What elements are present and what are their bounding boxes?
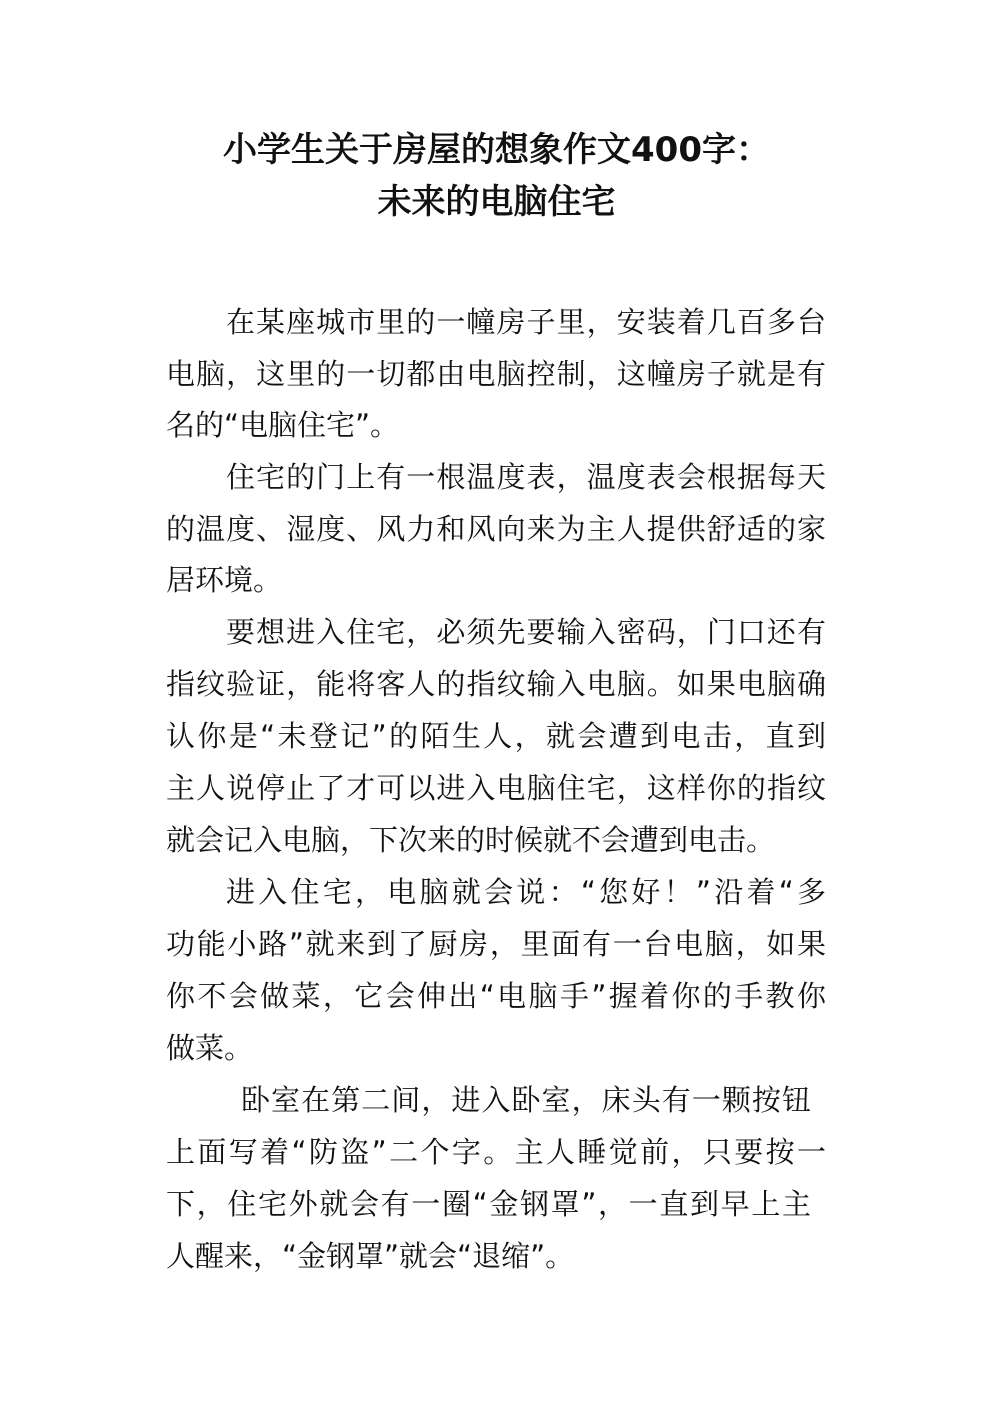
paragraph-5-line: 人醒来，“金钢罩”就会“退缩”。	[166, 1239, 575, 1273]
paragraph-4-line: 做菜。	[166, 1031, 254, 1065]
paragraph-4-line: 你不会做菜，它会伸出“电脑手”握着你的手教你	[166, 979, 826, 1013]
paragraph-2-line: 住宅的门上有一根温度表，温度表会根据每天	[226, 460, 826, 494]
paragraph-3-line: 要想进入住宅，必须先要输入密码，门口还有	[226, 615, 826, 649]
paragraph-5-line: 上面写着“防盗”二个字。主人睡觉前，只要按一	[166, 1135, 826, 1169]
paragraph-3-line: 认你是“未登记”的陌生人，就会遭到电击，直到	[166, 719, 826, 753]
paragraph-3-line: 就会记入电脑，下次来的时候就不会遭到电击。	[166, 823, 776, 857]
paragraph-5-line: 卧室在第二间，进入卧室，床头有一颗按钮	[241, 1083, 811, 1117]
paragraph-2-line: 居环境。	[166, 563, 283, 597]
paragraph-1-line: 名的“电脑住宅”。	[166, 408, 400, 442]
paragraph-5-line: 下，住宅外就会有一圈“金钢罩”，一直到早上主	[166, 1187, 811, 1221]
paragraph-3-line: 主人说停止了才可以进入电脑住宅，这样你的指纹	[166, 771, 826, 805]
paragraph-3-line: 指纹验证，能将客人的指纹输入电脑。如果电脑确	[166, 667, 826, 701]
paragraph-1-line: 在某座城市里的一幢房子里，安装着几百多台	[226, 305, 826, 339]
paragraph-4-line: 功能小路”就来到了厨房，里面有一台电脑，如果	[166, 927, 826, 961]
paragraph-4-line: 进入住宅，电脑就会说：“您好！”沿着“多	[226, 875, 826, 909]
title-line-1: 小学生关于房屋的想象作文400字：	[223, 130, 770, 170]
paragraph-1-line: 电脑，这里的一切都由电脑控制，这幢房子就是有	[166, 357, 826, 391]
paragraph-2-line: 的温度、湿度、风力和风向来为主人提供舒适的家	[166, 512, 826, 546]
title-line-2: 未来的电脑住宅	[377, 182, 616, 222]
